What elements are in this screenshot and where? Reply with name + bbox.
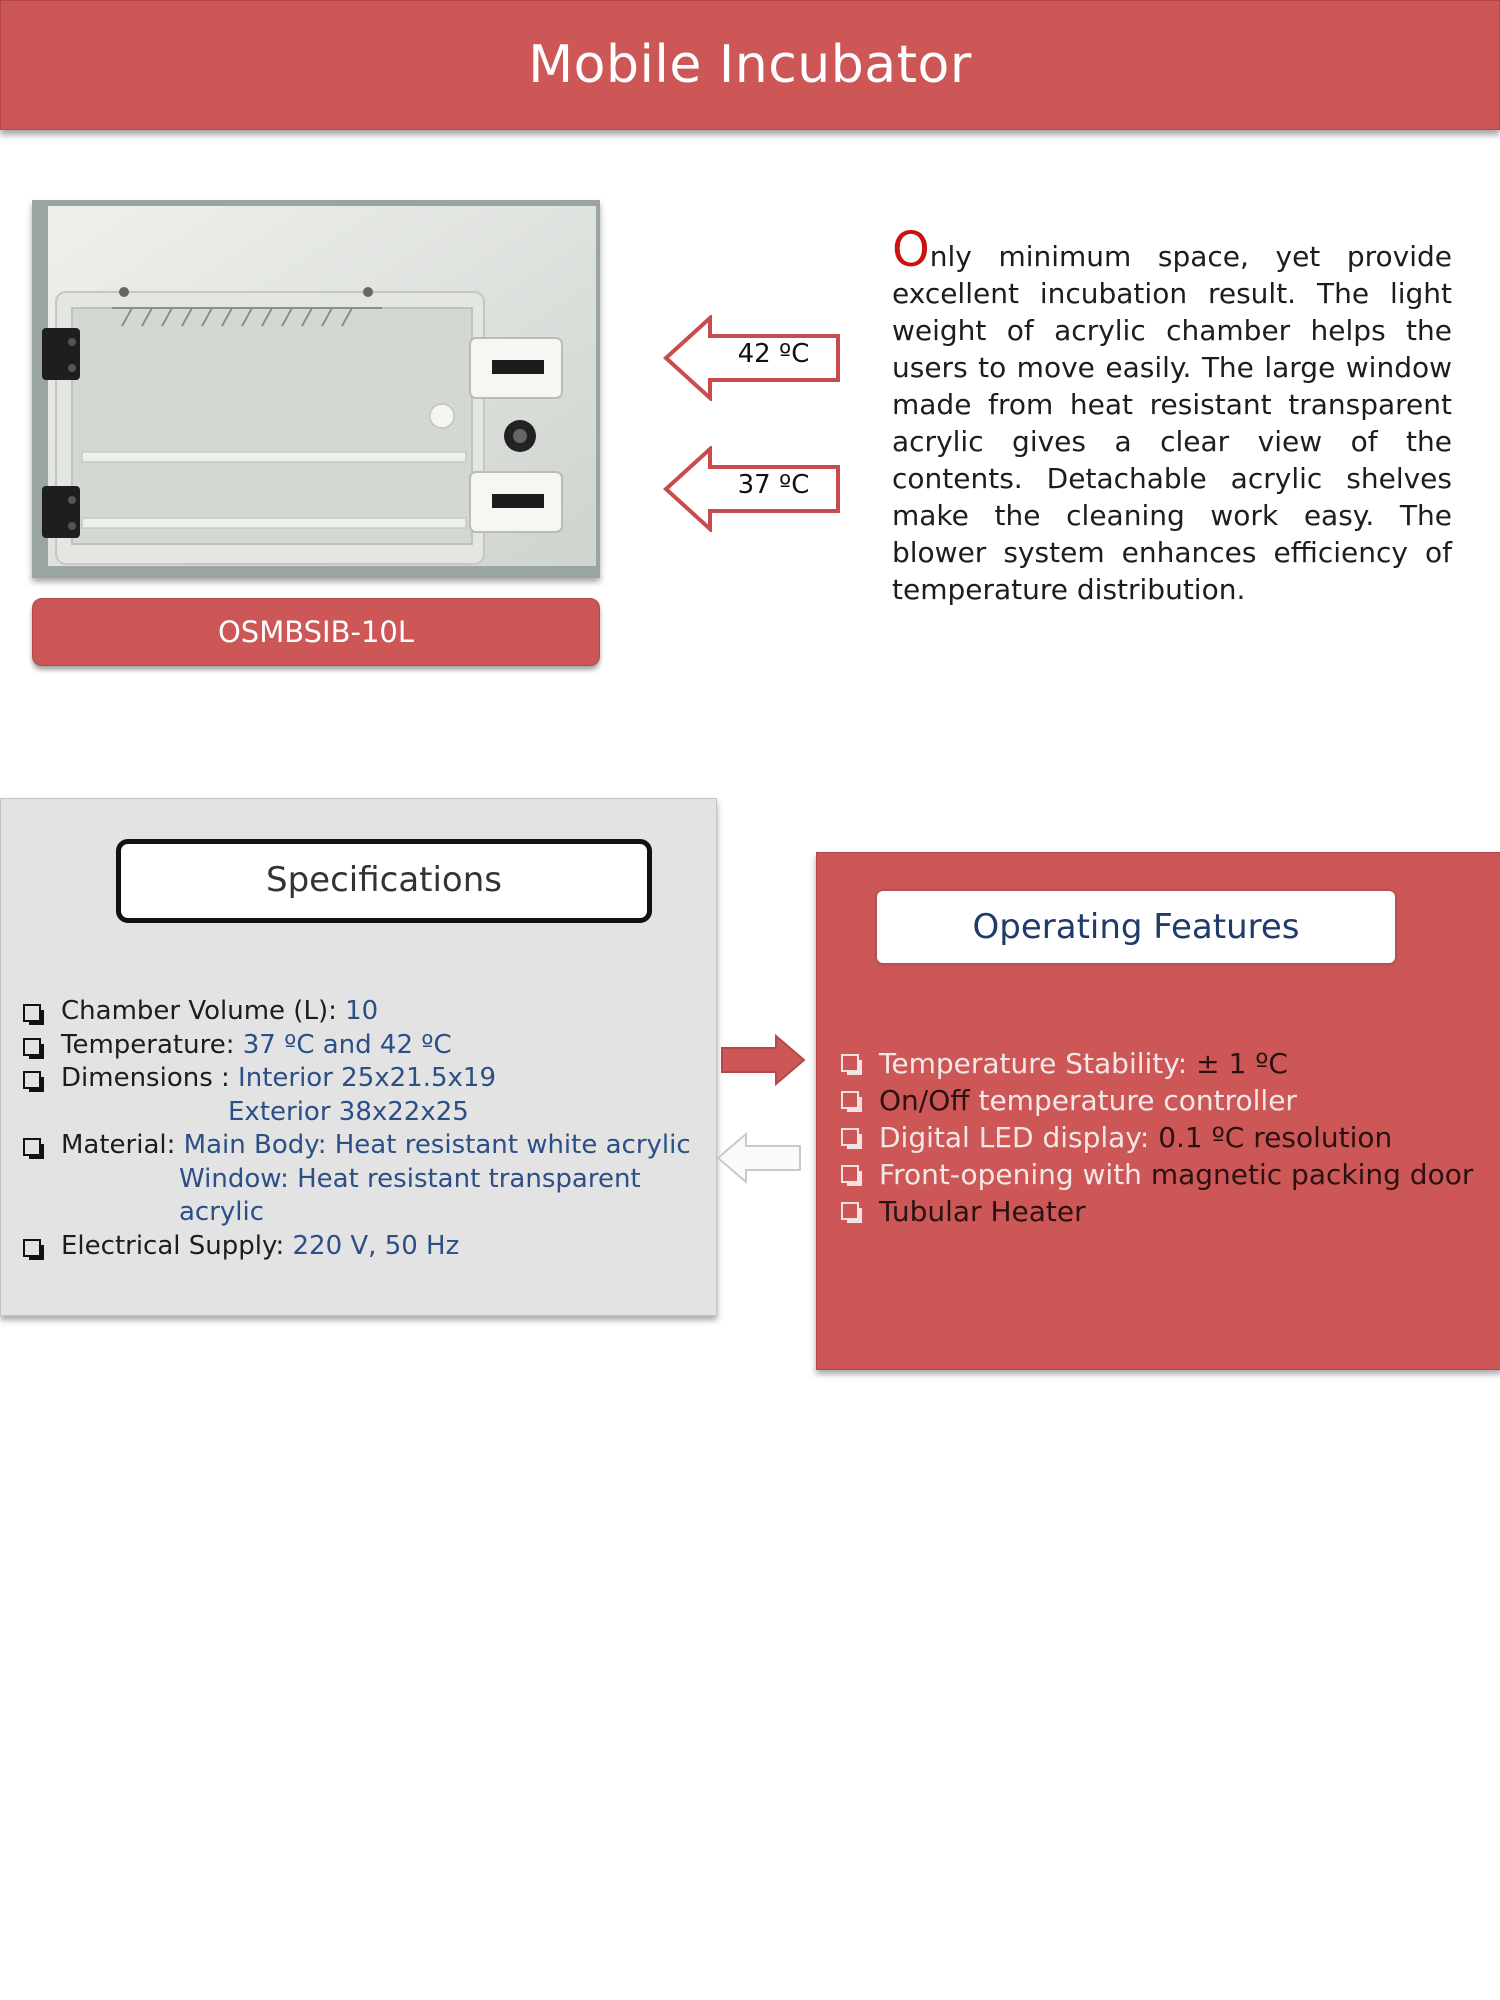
checkbox-bullet-icon — [23, 1071, 41, 1089]
feature-label: Front-opening with — [879, 1158, 1151, 1191]
operating-features-title: Operating Features — [877, 891, 1395, 963]
feature-label: Tubular Heater — [879, 1195, 1086, 1228]
spec-value: Exterior 38x22x25 — [228, 1096, 469, 1127]
checkbox-bullet-icon — [23, 1038, 41, 1056]
list-item — [841, 1119, 1491, 1156]
specifications-panel — [0, 798, 717, 1316]
feature-label: temperature controller — [969, 1084, 1297, 1117]
list-item — [23, 1230, 713, 1264]
temp-callout-label: 42 ºC — [737, 339, 810, 369]
specifications-list — [23, 995, 713, 1263]
list-item — [841, 1045, 1491, 1082]
checkbox-bullet-icon — [841, 1128, 859, 1146]
specifications-title: Specifications — [116, 839, 652, 923]
checkbox-bullet-icon — [841, 1165, 859, 1183]
spec-label: Chamber Volume (L): — [61, 996, 346, 1026]
list-item — [841, 1156, 1491, 1193]
checkbox-bullet-icon — [23, 1138, 41, 1156]
temp-callout-label: 37 ºC — [737, 470, 810, 500]
checkbox-bullet-icon — [841, 1091, 859, 1109]
temp-callout-42 — [662, 315, 844, 401]
list-item-continuation — [23, 1096, 713, 1130]
feature-value: ± 1 ºC — [1196, 1047, 1288, 1080]
spec-value: Window: Heat resistant transparent acrylic — [179, 1163, 641, 1227]
spec-value: 220 V, 50 Hz — [292, 1230, 460, 1261]
product-photo — [32, 200, 600, 578]
feature-value-suffix: resolution — [1244, 1121, 1393, 1154]
feature-label: Digital LED display: — [879, 1121, 1159, 1154]
spec-value: Interior 25x21.5x19 — [238, 1063, 496, 1093]
list-item — [23, 1029, 713, 1063]
features-list — [841, 1045, 1491, 1230]
right-arrow-icon — [720, 1034, 806, 1086]
temp-callout-37 — [662, 446, 844, 532]
list-item-continuation — [23, 1163, 713, 1230]
spec-value: 37 ºC and 42 ºC — [242, 1029, 452, 1060]
page-title: Mobile Incubator — [528, 35, 972, 95]
incubator-illustration — [32, 200, 600, 578]
list-item — [23, 1062, 713, 1096]
spec-label: Dimensions : — [61, 1063, 239, 1093]
spec-label: Electrical Supply: — [61, 1230, 293, 1261]
checkbox-bullet-icon — [841, 1054, 859, 1072]
left-arrow-icon — [716, 1132, 802, 1184]
feature-value: On/Off — [879, 1084, 970, 1117]
model-label: OSMBSIB-10L — [32, 598, 600, 666]
list-item — [23, 995, 713, 1029]
list-item — [23, 1129, 713, 1163]
list-item — [841, 1082, 1491, 1119]
operating-features-panel — [816, 852, 1500, 1370]
feature-label: Temperature Stability: — [879, 1047, 1197, 1080]
spec-value: Main Body: Heat resistant white acrylic — [183, 1130, 691, 1160]
checkbox-bullet-icon — [23, 1239, 41, 1257]
spec-label: Temperature: — [61, 1029, 243, 1060]
spec-value: 10 — [345, 996, 379, 1026]
feature-value: magnetic packing door — [1150, 1158, 1474, 1191]
feature-value: 0.1 ºC — [1158, 1121, 1245, 1154]
list-item — [841, 1193, 1491, 1230]
checkbox-bullet-icon — [841, 1202, 859, 1220]
header-banner — [0, 0, 1500, 130]
intro-paragraph — [892, 222, 1452, 608]
drop-cap: O — [892, 222, 930, 278]
checkbox-bullet-icon — [23, 1004, 41, 1022]
spec-label: Material: — [61, 1130, 184, 1160]
intro-text: nly minimum space, yet provide excellent incubation result. The light weight of acrylic chamber helps the users to move easily. The large window made from heat resistant transparent acrylic gives a clear view of the contents. Detachable acrylic shelves make the cleaning work easy. The blower system enhances efficiency of temperature distribution. — [892, 240, 1452, 606]
